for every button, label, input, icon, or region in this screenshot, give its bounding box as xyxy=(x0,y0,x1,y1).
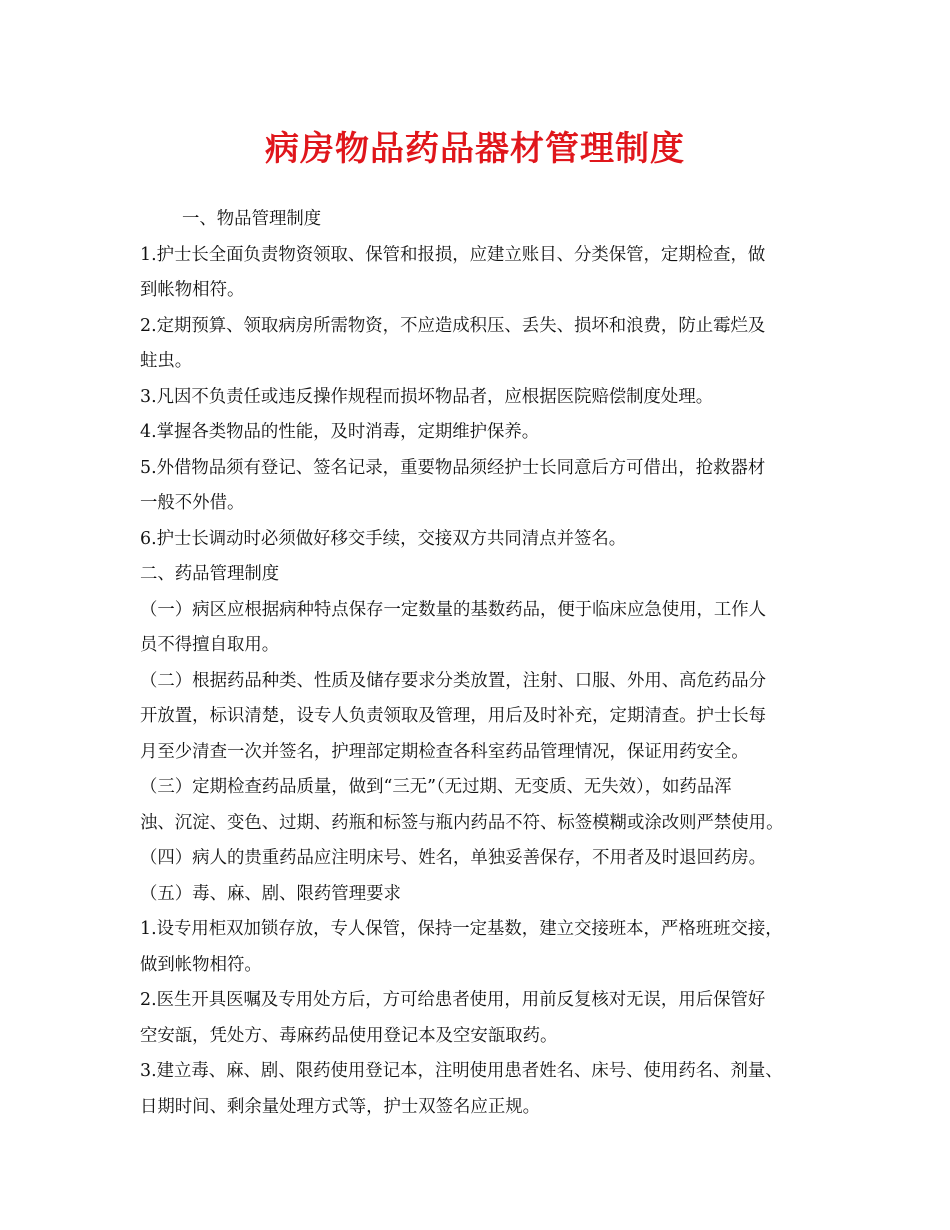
paragraph-line: 5.外借物品须有登记、签名记录，重要物品须经护士长同意后方可借出，抢救器材 xyxy=(140,457,766,478)
paragraph-line: 6.护士长调动时必须做好移交手续，交接双方共同清点并签名。 xyxy=(140,528,627,549)
document-body xyxy=(140,202,820,1125)
paragraph-line: 到帐物相符。 xyxy=(140,280,245,300)
paragraph-line: 一般不外借。 xyxy=(140,493,245,513)
paragraph-line: 做到帐物相符。 xyxy=(140,954,262,975)
paragraph-line: 1.护士长全面负责物资领取、保管和报损，应建立账目、分类保管，定期检查，做 xyxy=(140,244,766,265)
paragraph-line: 开放置，标识清楚，设专人负责领取及管理，用后及时补充，定期清查。护士长每 xyxy=(140,706,767,726)
paragraph-line: 4.掌握各类物品的性能，及时消毒，定期维护保养。 xyxy=(140,422,540,442)
section-heading-drugs: 二、药品管理制度 xyxy=(140,564,280,584)
paragraph-line: 月至少清查一次并签名，护理部定期检查各科室药品管理情况，保证用药安全。 xyxy=(140,741,749,762)
paragraph-line: 1.设专用柜双加锁存放，专人保管，保持一定基数，建立交接班本，严格班班交接， xyxy=(140,919,783,939)
paragraph-line: 空安瓿，凭处方、毒麻药品使用登记本及空安瓿取药。 xyxy=(140,1025,558,1046)
document-title: 病房物品药品器材管理制度 xyxy=(265,129,685,169)
paragraph-line: 3.建立毒、麻、剧、限药使用登记本，注明使用患者姓名、床号、使用药名、剂量、 xyxy=(140,1061,783,1081)
paragraph-line: 3.凡因不负责任或违反操作规程而损坏物品者，应根据医院赔偿制度处理。 xyxy=(140,386,714,407)
paragraph-line: 日期时间、剩余量处理方式等，护士双签名应正规。 xyxy=(140,1096,540,1117)
paragraph-line: （三）定期检查药品质量，做到“三无”（无过期、无变质、无失效），如药品浑 xyxy=(140,777,732,797)
subsection-heading: （五）毒、麻、剧、限药管理要求 xyxy=(140,883,401,904)
paragraph-line: 员不得擅自取用。 xyxy=(140,635,280,655)
paragraph-line: 2.医生开具医嘱及专用处方后，方可给患者使用，用前反复核对无误，用后保管好 xyxy=(140,990,766,1010)
paragraph-line: 浊、沉淀、变色、过期、药瓶和标签与瓶内药品不符、标签模糊或涂改则严禁使用。 xyxy=(140,812,784,833)
paragraph-line: （四）病人的贵重药品应注明床号、姓名，单独妥善保存，不用者及时退回药房。 xyxy=(140,848,767,868)
paragraph-line: 蛀虫。 xyxy=(140,351,193,371)
paragraph-line: 2.定期预算、领取病房所需物资，不应造成积压、丢失、损坏和浪费，防止霉烂及 xyxy=(140,315,766,336)
paragraph-line: （二）根据药品种类、性质及储存要求分类放置，注射、口服、外用、高危药品分 xyxy=(140,670,767,691)
paragraph-line: （一）病区应根据病种特点保存一定数量的基数药品，便于临床应急使用，工作人 xyxy=(140,599,767,620)
section-heading-goods: 一、物品管理制度 xyxy=(182,209,322,229)
